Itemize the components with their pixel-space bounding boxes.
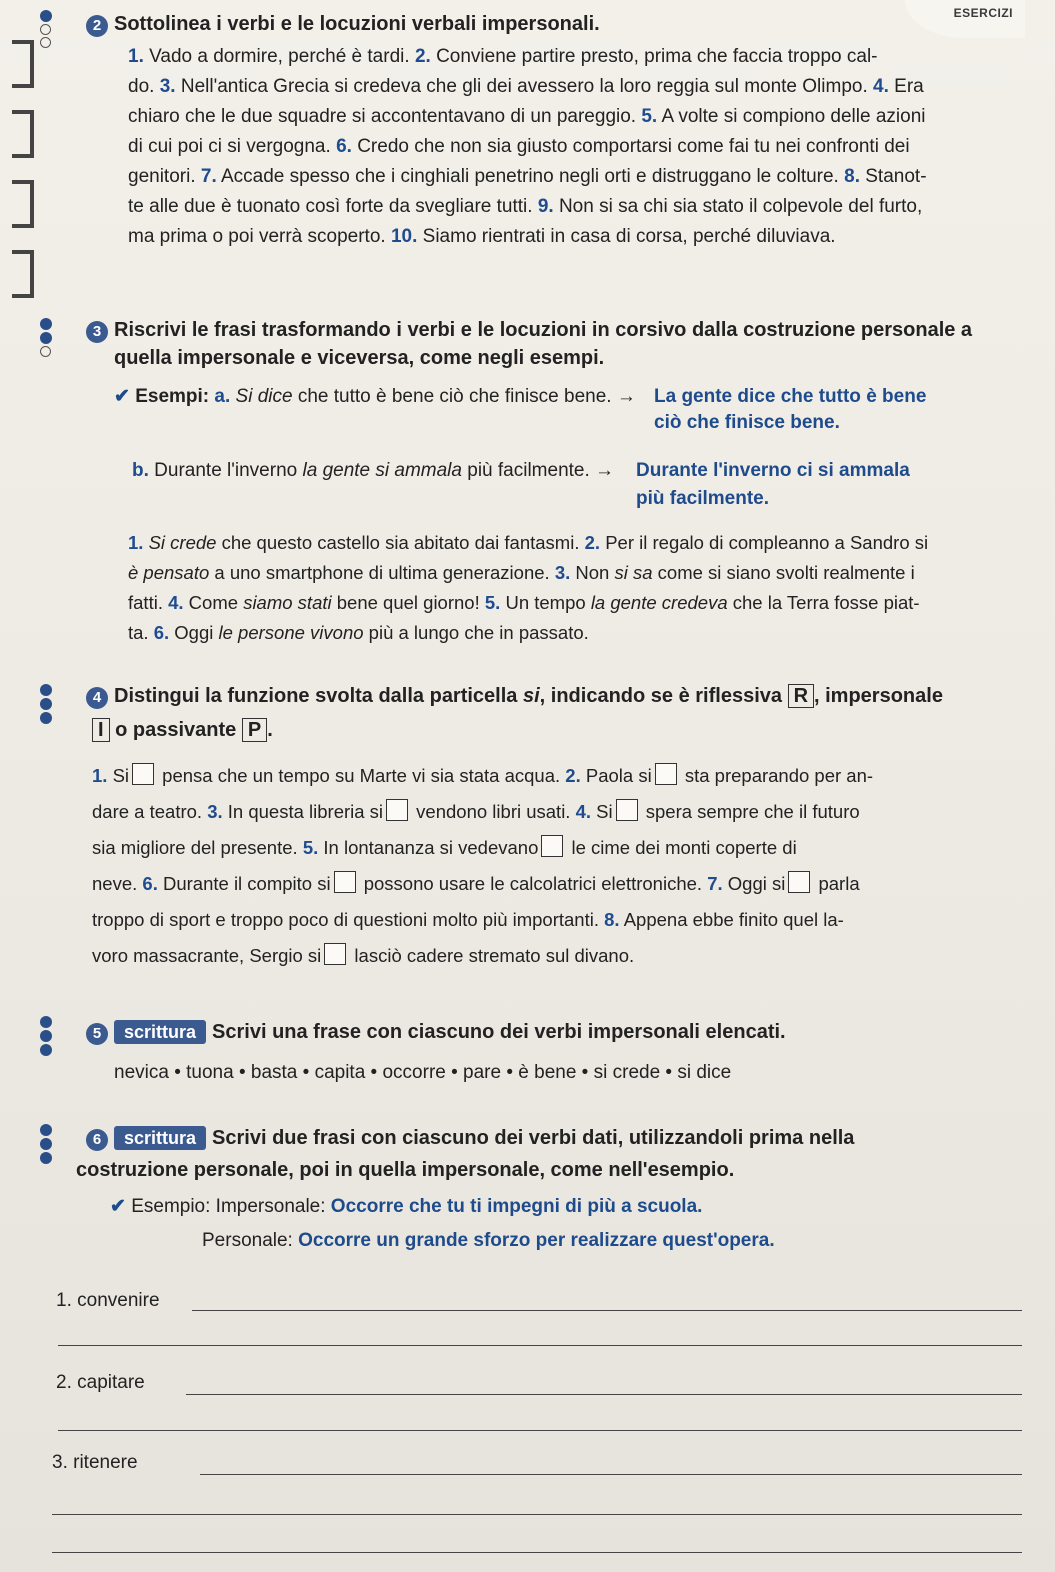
writing-item-label: 3. ritenere (52, 1452, 138, 1473)
example-a (114, 382, 1035, 442)
item-number: 6. (142, 873, 158, 894)
exercise-6-title (86, 1124, 1035, 1152)
exercise-number-badge: 6 (86, 1129, 108, 1151)
margin-mark (12, 180, 34, 228)
item-number: b. (132, 460, 149, 481)
exercise-4-title (86, 682, 1035, 710)
margin-mark (12, 110, 34, 158)
italic-phrase: siamo stati (243, 592, 332, 613)
sentence-text: A volte si compiono delle azioni (657, 106, 926, 127)
sentence-text: Si (107, 765, 130, 786)
sentence-text: bene quel giorno! (331, 592, 485, 613)
sentence-line (128, 222, 1035, 252)
margin-mark (12, 250, 34, 298)
item-number: 5. (641, 106, 658, 127)
passive-box: P (242, 718, 267, 742)
arrow-icon: → (616, 386, 636, 407)
exercise-2-text (128, 42, 1035, 252)
item-number: 8. (604, 909, 620, 930)
sentence-text: parla (813, 873, 860, 894)
exercise-title-text: quella impersonale e viceversa, come negli esempi. (114, 347, 605, 369)
check-icon: ✔ (110, 1196, 126, 1217)
sentence-text: Vado a dormire, perché è tardi. (143, 46, 415, 67)
writing-item-label: 1. convenire (56, 1290, 160, 1311)
sentence-text: come si siano svolti realmente i (652, 562, 915, 583)
item-number: 10. (390, 226, 418, 247)
writing-line[interactable] (52, 1552, 1022, 1553)
sentence-text: più a lungo che in passato. (363, 622, 589, 643)
sentence-text: ma prima o poi verrà scoperto. (128, 226, 391, 247)
example-impersonal (110, 1192, 1035, 1222)
sentence-text: Oggi si (722, 873, 786, 894)
difficulty-dots (40, 1016, 52, 1058)
exercise-number-badge: 3 (86, 321, 108, 343)
item-number: 7. (707, 873, 723, 894)
exercise-2 (86, 10, 1035, 252)
exercise-title-text: Riscrivi le frasi trasformando i verbi e le locuzioni in corsivo dalla costruzione personale a (114, 319, 973, 341)
sentence-text: Appena ebbe finito quel la- (619, 909, 844, 930)
answer-checkbox[interactable] (324, 943, 346, 965)
item-number: 6. (153, 622, 170, 643)
sentence-text: sia migliore del presente. (92, 837, 303, 858)
exercise-5 (86, 1018, 1035, 1088)
title-text: . (267, 719, 273, 741)
answer-checkbox[interactable] (132, 763, 154, 785)
title-text: , indicando se è riflessiva (539, 685, 788, 707)
example-b (132, 456, 1035, 516)
exercise-3-sentences (128, 528, 1035, 648)
example-label: Personale: (202, 1230, 299, 1251)
sentence-text: lasciò cadere stremato sul divano. (349, 945, 635, 966)
item-number: 9. (537, 196, 554, 217)
item-number: 6. (336, 136, 352, 157)
item-number: 3. (207, 801, 223, 822)
sentence-text: In lontananza si vedevano (318, 837, 539, 858)
sentence-line (128, 162, 1035, 192)
sentence-text: più facilmente. (461, 460, 590, 481)
italic-phrase: Si crede (148, 532, 217, 553)
difficulty-dots (40, 10, 52, 50)
sentence-text: Non (570, 562, 615, 583)
answer-text: ciò che finisce bene. (654, 412, 840, 433)
italic-phrase: si sa (614, 562, 653, 583)
item-number: 7. (200, 166, 217, 187)
sentence-text: Durante l'inverno (148, 460, 303, 481)
sentence-text: Conviene partire presto, prima che faccia troppo cal- (430, 46, 878, 67)
exercise-2-title (86, 10, 1035, 38)
exercise-4-sentences (92, 758, 1035, 974)
item-number: 5. (302, 837, 319, 858)
answer-checkbox[interactable] (386, 799, 408, 821)
writing-line[interactable] (186, 1394, 1022, 1395)
exercise-4-title-cont (92, 716, 1035, 744)
exercise-number-badge: 2 (86, 15, 108, 37)
sentence-text: Oggi (169, 622, 219, 643)
sentence-line (92, 758, 1035, 794)
title-text: costruzione personale, poi in quella impersonale, come nell'esempio. (76, 1159, 735, 1181)
item-number: 4. (168, 592, 184, 613)
sentence-line (128, 528, 1035, 558)
sentence-text: vendono libri usati. (411, 801, 576, 822)
item-number: 3. (554, 562, 571, 583)
sentence-line (128, 558, 1035, 588)
title-text: , impersonale (814, 685, 943, 707)
item-number: 1. (128, 46, 144, 67)
sentence-text: Credo che non sia giusto comportarsi come fai tu nei confronti dei (351, 136, 910, 157)
sentence-line (128, 102, 1035, 132)
answer-checkbox[interactable] (788, 871, 810, 893)
difficulty-dots (40, 684, 52, 726)
exercise-3 (86, 316, 1035, 648)
exercise-title-text: Sottolinea i verbi e le locuzioni verbali impersonali. (114, 13, 600, 35)
sentence-text: possono usare le calcolatrici elettroniche. (358, 873, 708, 894)
check-icon: ✔ (114, 386, 130, 407)
answer-text: Occorre che tu ti impegni di più a scuola. (330, 1196, 703, 1217)
sentence-text: Paola si (580, 765, 652, 786)
exercise-6 (76, 1124, 1035, 1256)
sentence-text: dare a teatro. (92, 801, 208, 822)
item-number: 8. (844, 166, 860, 187)
sentence-line (92, 866, 1035, 902)
sentence-text: te alle due è tuonato così forte da svegliare tutti. (128, 196, 538, 217)
sentence-text: che la Terra fosse piat- (727, 592, 920, 613)
italic-phrase: la gente si ammala (302, 460, 462, 481)
sentence-text: a uno smartphone di ultima generazione. (209, 562, 555, 583)
exercise-3-title (86, 316, 1035, 344)
writing-item-label: 2. capitare (56, 1372, 145, 1393)
sentence-text: Si (591, 801, 613, 822)
item-number: 1. (92, 765, 108, 786)
title-text: Scrivi una frase con ciascuno dei verbi impersonali elencati. (212, 1021, 786, 1043)
sentence-line (128, 588, 1035, 618)
writing-line[interactable] (58, 1430, 1022, 1431)
title-text: si (522, 685, 540, 707)
sentence-line (128, 618, 1035, 648)
exercises-label: ESERCIZI (953, 6, 1013, 20)
italic-phrase: Si dice (235, 386, 293, 407)
sentence-text: che tutto è bene ciò che finisce bene. (292, 386, 612, 407)
sentence-text: Come (183, 592, 244, 613)
writing-tag: scrittura (114, 1020, 206, 1044)
item-number: 1. (128, 532, 144, 553)
sentence-line (92, 794, 1035, 830)
difficulty-dots (40, 1124, 52, 1166)
sentence-line (128, 42, 1035, 72)
sentence-text: Per il regalo di compleanno a Sandro si (600, 532, 929, 553)
item-number: 4. (873, 76, 889, 97)
writing-tag: scrittura (114, 1126, 206, 1150)
item-number: 3. (159, 76, 176, 97)
writing-line[interactable] (200, 1474, 1022, 1475)
sentence-text: Durante il compito si (157, 873, 331, 894)
sentence-text: troppo di sport e troppo poco di questioni molto più importanti. (92, 909, 605, 930)
answer-text: Durante l'inverno ci si ammala (636, 460, 910, 481)
sentence-text: chiaro che le due squadre si accontentavano di un pareggio. (128, 106, 642, 127)
exercise-5-title (86, 1018, 1035, 1046)
margin-mark (12, 40, 34, 88)
sentence-text: Era (888, 76, 924, 97)
impersonal-box: I (92, 718, 110, 742)
sentence-text: Stanot- (859, 166, 927, 187)
difficulty-dots (40, 318, 52, 359)
sentence-text: fatti. (128, 592, 169, 613)
exercise-number-badge: 5 (86, 1023, 108, 1045)
sentence-text: do. (128, 76, 160, 97)
item-number: 2. (565, 765, 581, 786)
answer-text: La gente dice che tutto è bene (654, 386, 927, 407)
writing-line[interactable] (192, 1310, 1022, 1311)
writing-line[interactable] (52, 1514, 1022, 1515)
exercise-4 (86, 682, 1035, 974)
sentence-text: le cime dei monti coperte di (566, 837, 797, 858)
item-number: 2. (414, 46, 431, 67)
sentence-line (92, 938, 1035, 974)
reflexive-box: R (788, 684, 814, 708)
italic-phrase: è pensato (128, 562, 210, 583)
answer-text: Occorre un grande sforzo per realizzare quest'opera. (298, 1230, 775, 1251)
sentence-text: genitori. (128, 166, 201, 187)
example-personal (202, 1226, 1035, 1256)
answer-checkbox[interactable] (541, 835, 563, 857)
sentence-text: che questo castello sia abitato dai fantasmi. (216, 532, 585, 553)
italic-phrase: le persone vivono (218, 622, 364, 643)
example-label: Esempio: Impersonale: (131, 1196, 331, 1217)
writing-line[interactable] (58, 1345, 1022, 1346)
sentence-text: voro massacrante, Sergio si (92, 945, 322, 966)
title-text: Distingui la funzione svolta dalla particella (114, 685, 523, 707)
sentence-text: spera sempre che il futuro (640, 801, 860, 822)
sentence-text: Siamo rientrati in casa di corsa, perché diluviava. (417, 226, 836, 247)
answer-checkbox[interactable] (655, 763, 677, 785)
examples-label: Esempi: (135, 386, 210, 407)
verb-list: nevica • tuona • basta • capita • occorre • pare • è bene • si crede • si dice (114, 1062, 732, 1083)
sentence-line (128, 72, 1035, 102)
arrow-icon: → (595, 460, 615, 481)
sentence-text: Nell'antica Grecia si credeva che gli dei avessero la loro reggia sul monte Olimpo. (175, 76, 874, 97)
sentence-line (92, 830, 1035, 866)
sentence-text: ta. (128, 622, 154, 643)
sentence-text: di cui poi ci si vergogna. (128, 136, 337, 157)
sentence-line (128, 192, 1035, 222)
answer-checkbox[interactable] (616, 799, 638, 821)
item-number: a. (214, 386, 231, 407)
sentence-text: pensa che un tempo su Marte vi sia stata acqua. (157, 765, 566, 786)
sentence-line (92, 902, 1035, 938)
italic-phrase: la gente credeva (590, 592, 728, 613)
title-text: Scrivi due frasi con ciascuno dei verbi dati, utilizzandoli prima nella (212, 1127, 855, 1149)
sentence-text: sta preparando per an- (679, 765, 874, 786)
item-number: 2. (584, 532, 601, 553)
sentence-text: Un tempo (500, 592, 591, 613)
sentence-text: Non si sa chi sia stato il colpevole del furto, (553, 196, 923, 217)
sentence-text: neve. (92, 873, 143, 894)
title-text: o passivante (109, 719, 242, 741)
answer-checkbox[interactable] (334, 871, 356, 893)
exercise-number-badge: 4 (86, 687, 108, 709)
item-number: 5. (484, 592, 501, 613)
sentence-text: Accade spesso che i cinghiali penetrino negli orti e distruggano le colture. (216, 166, 845, 187)
answer-text: più facilmente. (636, 488, 770, 509)
item-number: 4. (575, 801, 592, 822)
sentence-line (128, 132, 1035, 162)
sentence-text: In questa libreria si (222, 801, 384, 822)
